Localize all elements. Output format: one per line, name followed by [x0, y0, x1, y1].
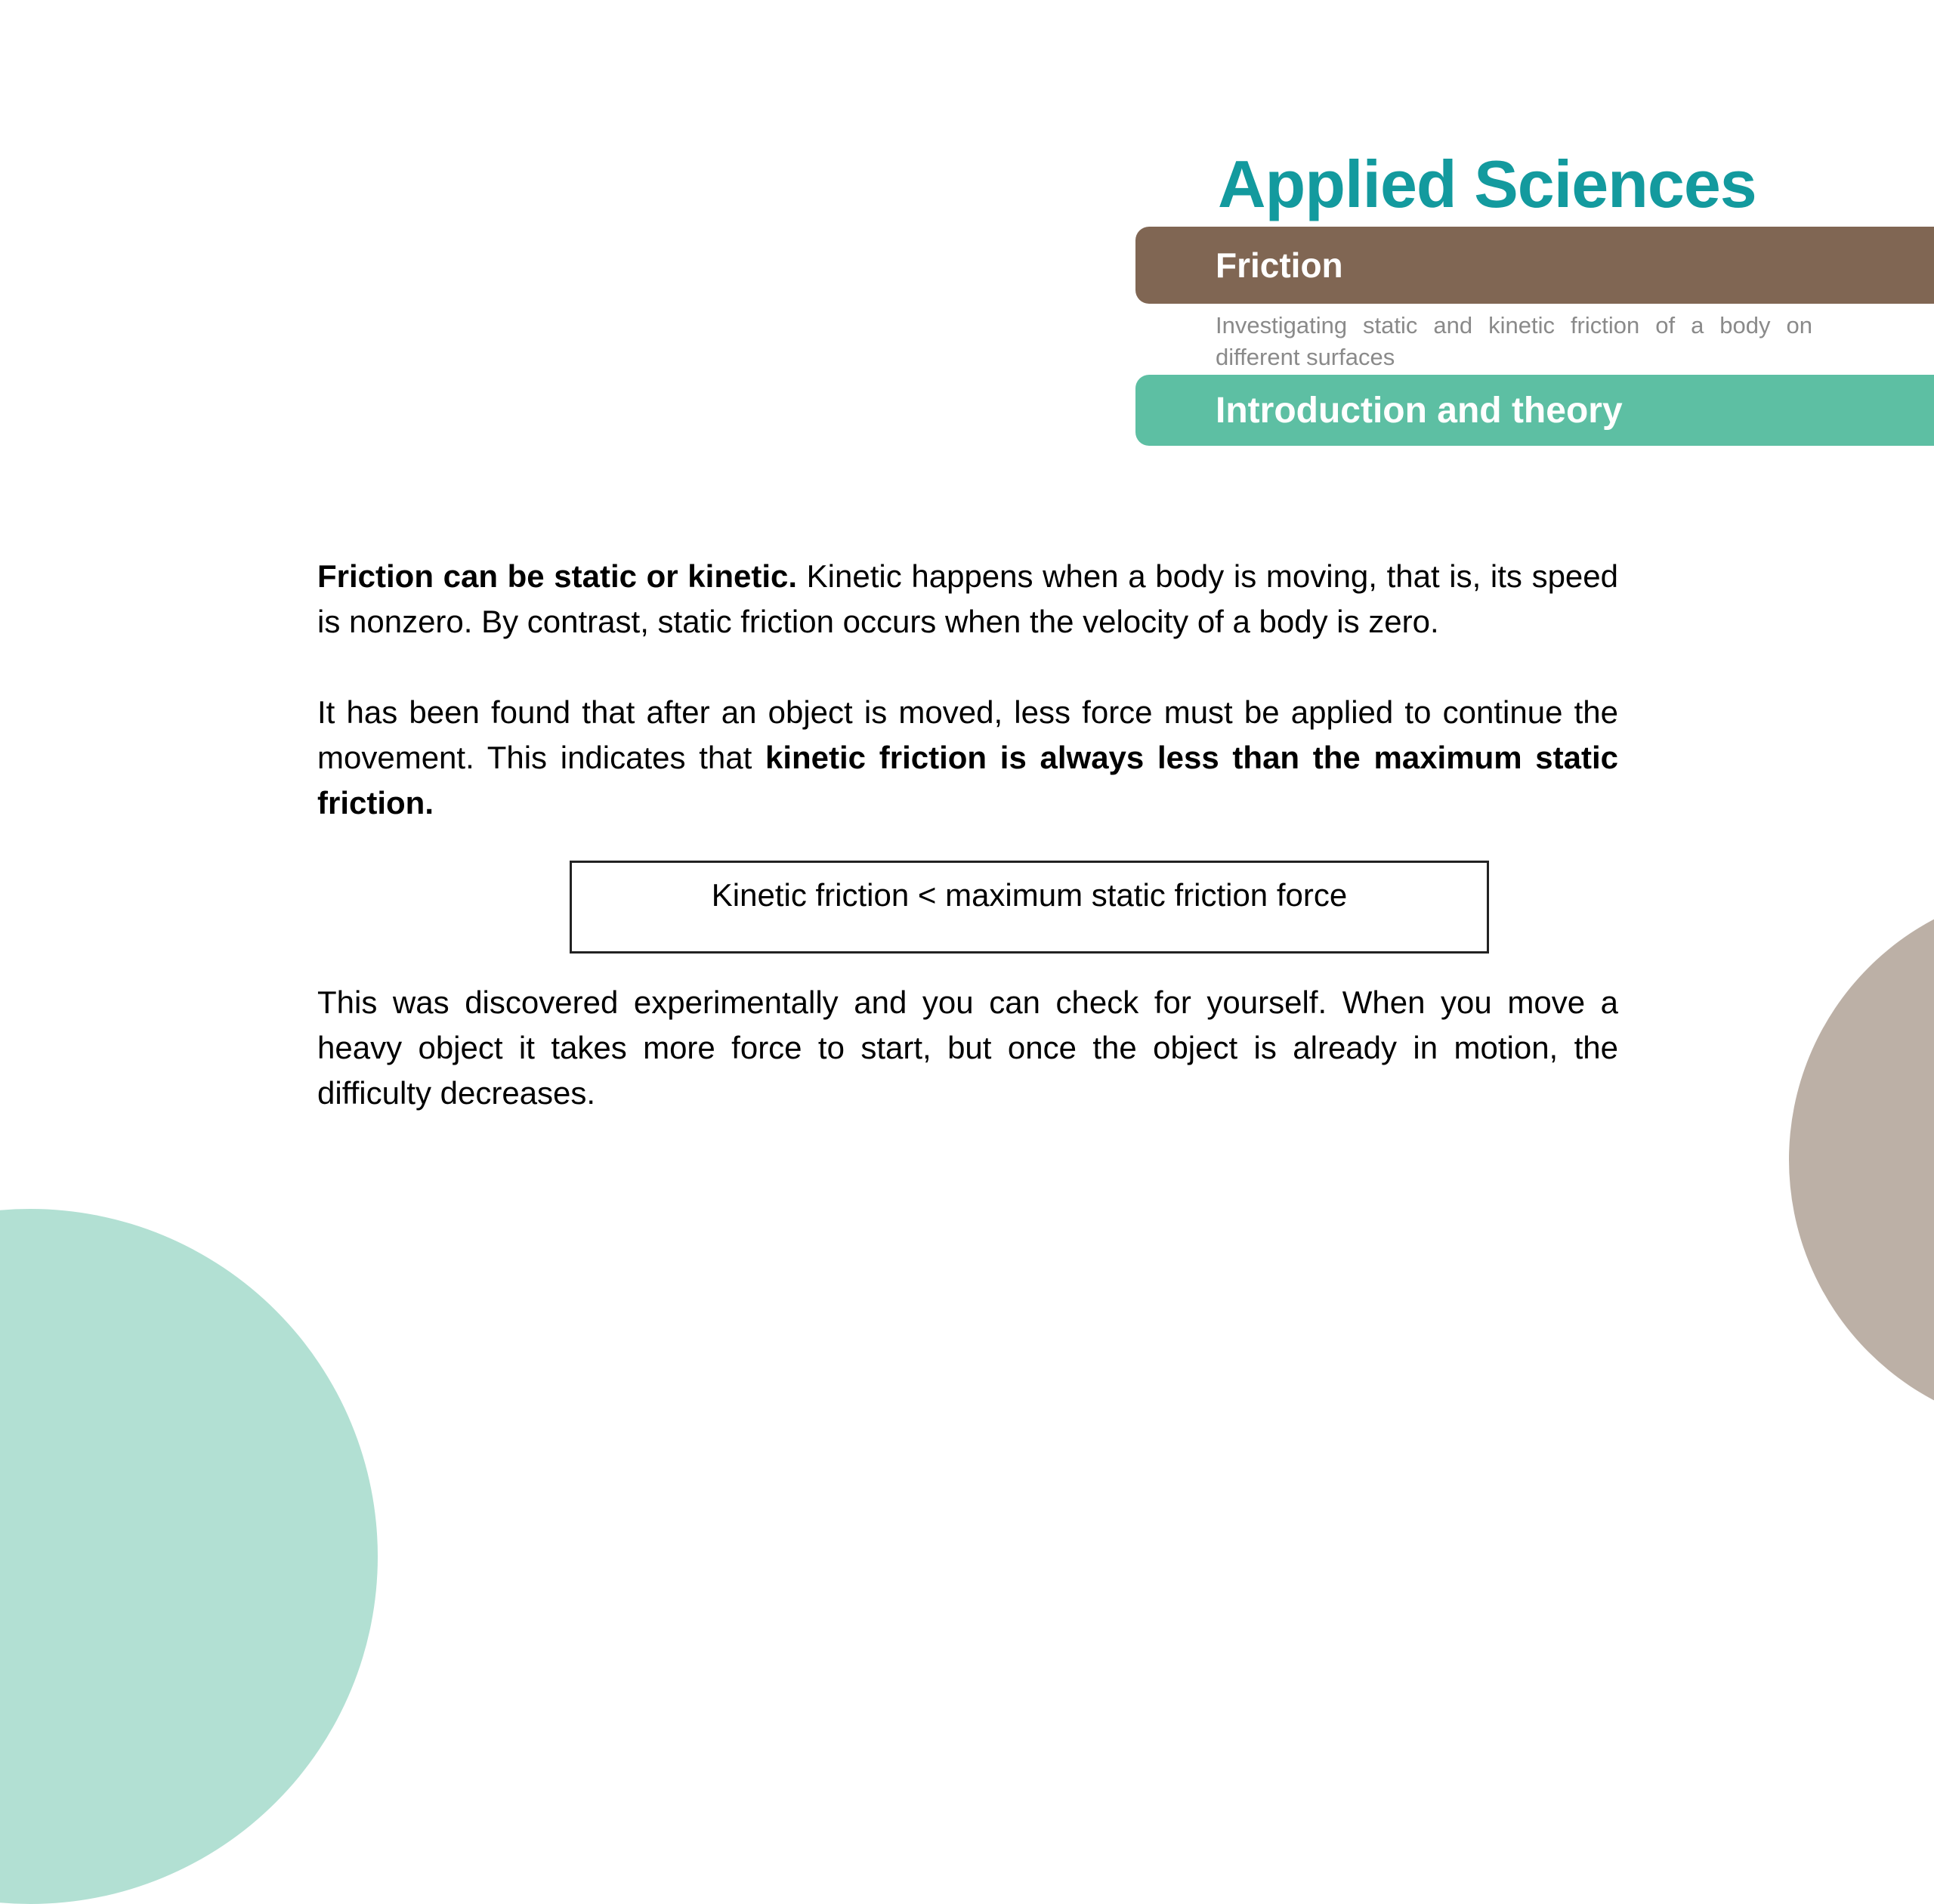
paragraph-experiment: This was discovered experimentally and you can check for yourself. When you move a heavy object it takes more force to start, but once the object is already in motion, the difficulty decreases. [317, 984, 1618, 1111]
brand-title: Applied Sciences [1218, 147, 1756, 221]
paragraph-lead-bold: Friction can be static or kinetic. [317, 558, 798, 594]
paragraph-text: It has been found that after an object is moved, less force must be applied to continue the movement. This indicates that [317, 694, 1618, 775]
paragraph-text: Kinetic happens when a body is moving, that is, its speed is nonzero. By contrast, static friction occurs when the velocity of a body is zero. [317, 558, 1618, 639]
paragraph-kinetic-vs-static [317, 690, 1618, 826]
paragraph-friction-types [317, 554, 1618, 644]
formula-text: Kinetic friction < maximum static friction force [711, 877, 1348, 913]
formula-box [570, 861, 1489, 954]
topic-subtitle: Investigating static and kinetic friction of a body on different surfaces [1216, 312, 1812, 370]
paragraph-conclusion-bold: kinetic friction is always less than the maximum static friction. [317, 740, 1618, 821]
section-banner [1135, 375, 1934, 446]
topic-banner [1135, 227, 1934, 304]
topic-title: Friction [1216, 246, 1343, 285]
section-title: Introduction and theory [1216, 390, 1623, 431]
decorative-teal-circle [0, 1209, 378, 1904]
decorative-taupe-circle [1789, 888, 1934, 1432]
